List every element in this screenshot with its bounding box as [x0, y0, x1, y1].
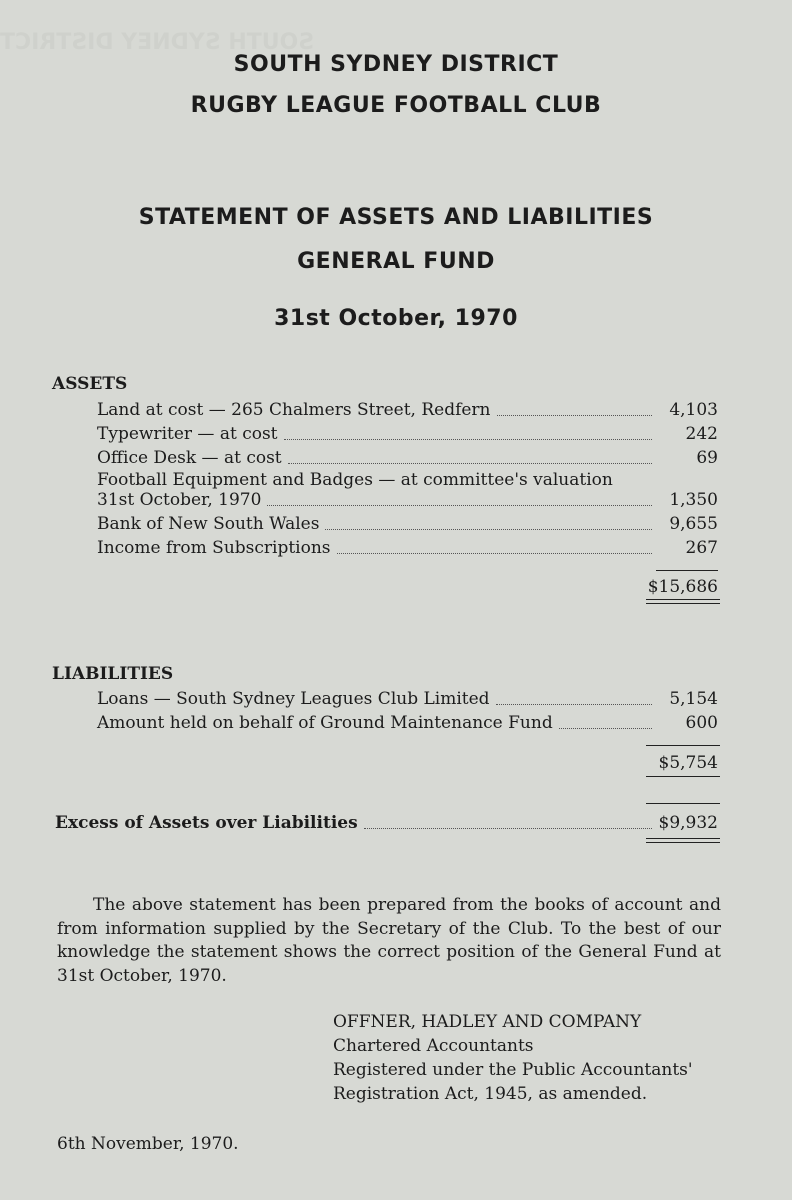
bleed-through-text: SOUTH SYDNEY DISTRICT	[0, 30, 315, 55]
asset-label: Bank of New South Wales	[97, 514, 320, 534]
statement-date: 31st October, 1970	[274, 306, 518, 331]
liabilities-total: $5,754	[658, 753, 718, 773]
asset-row	[97, 398, 718, 420]
leader-dots	[284, 438, 652, 440]
double-rule-bottom	[646, 603, 720, 604]
asset-label: Office Desk — at cost	[97, 448, 282, 468]
liabilities-heading: LIABILITIES	[52, 664, 174, 684]
double-rule-top	[646, 599, 720, 600]
asset-amount: 9,655	[669, 514, 718, 534]
liability-label: Loans — South Sydney Leagues Club Limited	[97, 689, 490, 709]
asset-label: 31st October, 1970	[97, 490, 262, 510]
subtotal-rule	[646, 776, 720, 777]
asset-label-line1: Football Equipment and Badges — at committee's valuation	[97, 470, 613, 490]
subtotal-rule	[646, 745, 720, 746]
leader-dots	[497, 414, 653, 416]
asset-label: Land at cost — 265 Chalmers Street, Redfern	[97, 400, 491, 420]
liability-row	[97, 711, 718, 733]
liability-amount: 600	[685, 713, 718, 733]
leader-dots	[364, 827, 652, 829]
excess-rule-top	[646, 803, 720, 804]
asset-label: Income from Subscriptions	[97, 538, 331, 558]
double-rule-bottom	[646, 842, 720, 843]
asset-row	[97, 422, 718, 444]
leader-dots	[559, 727, 652, 729]
asset-row	[97, 446, 718, 468]
auditor-statement: The above statement has been prepared from the books of account and from information supplied by the Secretary of the Club. To the best of our knowledge the statement shows the correct position of the General Fund at 31st October, 1970.	[57, 895, 721, 986]
assets-heading: ASSETS	[52, 374, 128, 394]
statement-title: STATEMENT OF ASSETS AND LIABILITIES	[138, 205, 654, 230]
leader-dots	[496, 703, 652, 705]
excess-amount: $9,932	[658, 813, 718, 833]
excess-label: Excess of Assets over Liabilities	[55, 813, 358, 833]
leader-dots	[267, 504, 652, 506]
asset-amount: 267	[685, 538, 718, 558]
double-rule-top	[646, 838, 720, 839]
registration-line1: Registered under the Public Accountants'	[333, 1060, 693, 1080]
asset-amount: 69	[696, 448, 718, 468]
asset-label: Typewriter — at cost	[97, 424, 278, 444]
asset-amount: 1,350	[669, 490, 718, 510]
assets-total: $15,686	[647, 577, 718, 597]
asset-row	[97, 512, 718, 534]
club-name-line2: RUGBY LEAGUE FOOTBALL CLUB	[190, 93, 602, 118]
firm-name: OFFNER, HADLEY AND COMPANY	[333, 1012, 642, 1032]
leader-dots	[325, 528, 652, 530]
leader-dots	[337, 552, 652, 554]
asset-amount: 4,103	[669, 400, 718, 420]
asset-amount: 242	[685, 424, 718, 444]
firm-title: Chartered Accountants	[333, 1036, 534, 1056]
leader-dots	[288, 462, 652, 464]
registration-line2: Registration Act, 1945, as amended.	[333, 1084, 648, 1104]
asset-row	[97, 488, 718, 510]
liability-row	[97, 687, 718, 709]
liability-amount: 5,154	[669, 689, 718, 709]
asset-row	[97, 536, 718, 558]
subtotal-rule	[656, 570, 718, 571]
club-name-line1: SOUTH SYDNEY DISTRICT	[233, 52, 559, 77]
excess-row	[55, 811, 718, 833]
statement-subtitle: GENERAL FUND	[297, 249, 495, 274]
sign-date: 6th November, 1970.	[57, 1134, 239, 1154]
liability-label: Amount held on behalf of Ground Maintenance Fund	[97, 713, 553, 733]
